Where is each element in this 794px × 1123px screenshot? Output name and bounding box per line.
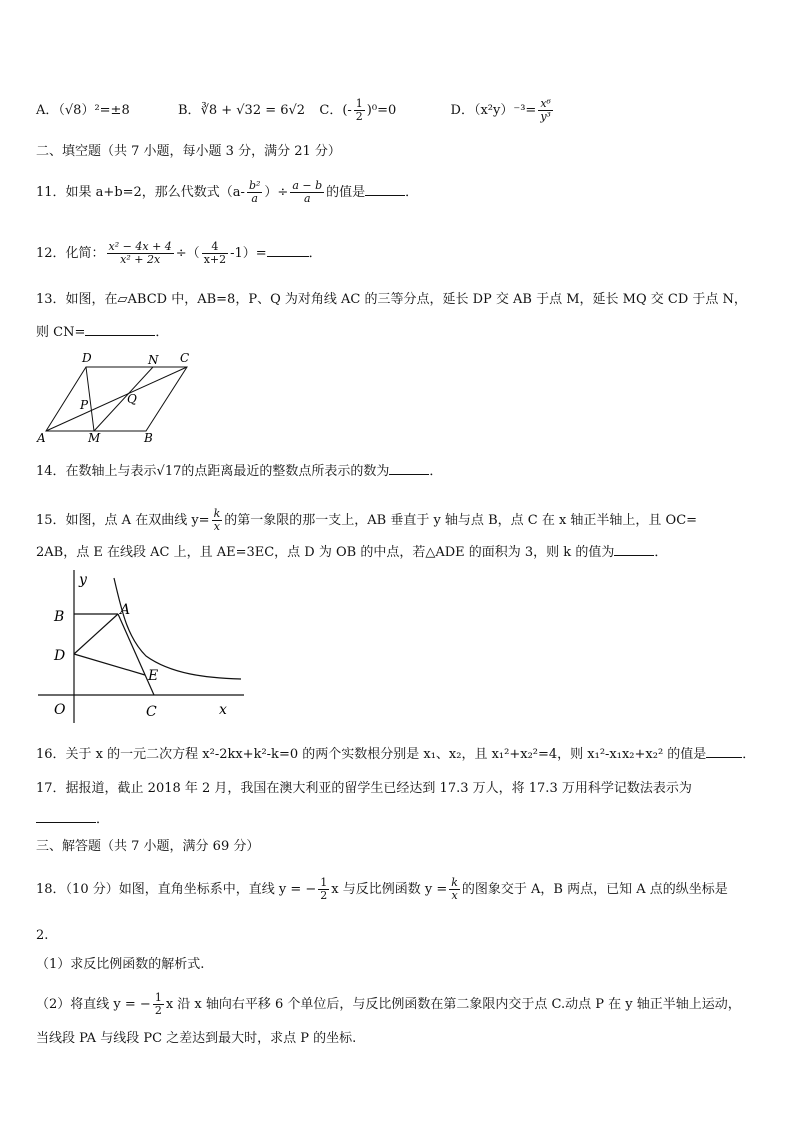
q16-text: 16．关于 x 的一元二次方程 x²-2kx+k²-k=0 的两个实数根分别是 x₁、x₂，且 x₁²+x₂²=4，则 x₁²-x₁x₂+x₂² 的值是 xyxy=(36,747,707,762)
label-q: Q xyxy=(127,392,137,406)
question-18-line-1 xyxy=(36,877,728,902)
q11-fraction-1: $\frac{\text{b²}}{a}$ xyxy=(248,179,261,205)
question-14: 14．在数轴上与表示√17的点距离最近的整数点所表示的数为 ． xyxy=(36,464,443,479)
q12-mid: ÷（ xyxy=(175,246,200,261)
q15-hyperbola-figure xyxy=(36,568,250,726)
option-c-prefix: C．(- xyxy=(319,103,352,118)
q18-part2-prefix: （2）将直线 y = − xyxy=(36,997,151,1012)
label-n: N xyxy=(148,353,159,367)
q13-answer-blank[interactable] xyxy=(85,323,155,336)
q14-text: 14．在数轴上与表示√17的点距离最近的整数点所表示的数为 xyxy=(36,464,390,479)
segment-de xyxy=(74,654,145,675)
q15-prefix: 15．如图，点 A 在双曲线 y= xyxy=(36,513,210,528)
q18-fraction-2: $\frac{k}{x}$ xyxy=(451,876,458,902)
q15-line2-text: 2AB，点 E 在线段 AC 上，且 AE=3EC，点 D 为 OB 的中点，若△ADE 的面积为 3，则 k 的值为 xyxy=(36,545,615,560)
q12-prefix: 12．化简： xyxy=(36,246,105,261)
q18-part2-mid: x 沿 x 轴向右平移 6 个单位后，与反比例函数在第二象限内交于点 C.动点 P 在 y 轴正半轴上运动， xyxy=(165,997,741,1012)
q18-part2-fraction: $\frac{1}{2}$ xyxy=(154,991,162,1017)
q12-fraction-1: $\frac{\text{x² − 4x + 4}}{\text{x² + 2x}}$ xyxy=(108,240,172,266)
q15-suffix: 的第一象限的那一支上，AB 垂直于 y 轴与点 B，点 C 在 x 轴正半轴上，且 OC= xyxy=(224,513,698,528)
q18-prefix: 18．（10 分）如图，直角坐标系中，直线 y = − xyxy=(36,882,317,897)
question-18-part-1: （1）求反比例函数的解析式. xyxy=(36,957,205,972)
q14-answer-blank[interactable] xyxy=(389,462,429,475)
section-2-heading: 二、填空题（共 7 小题，每小题 3 分，满分 21 分） xyxy=(36,144,341,159)
hyperbola-curve xyxy=(114,578,241,679)
q17-answer-blank[interactable] xyxy=(36,810,96,823)
label-d: D xyxy=(54,648,66,664)
label-e: E xyxy=(148,668,159,684)
q11-suffix: 的值是 xyxy=(326,185,366,200)
option-b-expr: ∛8 + √32 = 6√2 xyxy=(200,103,306,118)
question-15-line-2: 2AB，点 E 在线段 AC 上，且 AE=3EC，点 D 为 OB 的中点，若△ADE 的面积为 3，则 k 的值为 ． xyxy=(36,545,668,560)
q18-suffix: 的图象交于 A，B 两点，已知 A 点的纵坐标是 xyxy=(461,882,728,897)
option-c-fraction: $\frac{1}{2}$ xyxy=(355,97,363,123)
question-17-line-2: ． xyxy=(36,810,109,829)
segment-mn xyxy=(94,367,153,431)
diagonal-ac xyxy=(46,367,187,431)
q11-prefix: 11．如果 a+b=2，那么代数式（a- xyxy=(36,185,245,200)
option-a: A．（√8）²=±8 xyxy=(36,103,130,118)
label-d: D xyxy=(82,351,92,365)
label-b: B xyxy=(54,609,65,625)
q13-ask: 则 CN= xyxy=(36,325,86,340)
q12-answer-blank[interactable] xyxy=(267,244,309,257)
label-x: x xyxy=(219,702,227,718)
q11-answer-blank[interactable] xyxy=(365,183,405,196)
q12-fraction-2: $\frac{4}{x+2}$ xyxy=(203,240,227,266)
q18-mid: x 与反比例函数 y = xyxy=(331,882,448,897)
label-c: C xyxy=(146,704,157,720)
question-13-line-1: 13．如图，在▱ABCD 中，AB=8，P、Q 为对角线 AC 的三等分点，延长 DP 交 AB 于点 M，延长 MQ 交 CD 于点 N， xyxy=(36,292,747,307)
label-a: A xyxy=(120,602,131,618)
q10-options-row xyxy=(36,98,555,123)
option-d-fraction: $\frac{\text{x⁶}}{\text{y³}}$ xyxy=(540,97,551,123)
label-a: A xyxy=(37,431,46,444)
option-b-prefix: B． xyxy=(178,103,201,118)
question-18-part-2-line-2: 当线段 PA 与线段 PC 之差达到最大时，求点 P 的坐标. xyxy=(36,1031,357,1046)
question-12: 12．化简： $\frac{\text{x² − 4x + 4}}{\text{x² + 2x}}$ ÷（ $\frac{4}{x+2}$ -1）= ． xyxy=(36,240,322,266)
q11-fraction-2: $\frac{a - b}{a}$ xyxy=(292,179,323,205)
label-p: P xyxy=(80,398,89,412)
option-d-prefix: D．（x²y）⁻³= xyxy=(450,103,537,118)
q15-answer-blank[interactable] xyxy=(614,543,654,556)
q12-suffix: -1）= xyxy=(230,246,267,261)
label-m: M xyxy=(88,431,101,444)
q15-fraction: $\frac{k}{x}$ xyxy=(213,507,221,533)
question-11: 11．如果 a+b=2，那么代数式（a- $\frac{\text{b²}}{a}$ ）÷ $\frac{a - b}{a}$ 的值是 ． xyxy=(36,179,419,205)
question-18-line-2: 2. xyxy=(36,928,49,943)
label-b: B xyxy=(144,431,153,444)
question-17-line-1: 17．据报道，截止 2018 年 2 月，我国在澳大利亚的留学生已经达到 17.3 万人，将 17.3 万用科学记数法表示为 xyxy=(36,781,692,796)
option-c-suffix: )⁰=0 xyxy=(366,103,397,118)
label-c: C xyxy=(180,351,190,365)
label-o: O xyxy=(54,702,66,718)
question-16: 16．关于 x 的一元二次方程 x²-2kx+k²-k=0 的两个实数根分别是 x₁、x₂，且 x₁²+x₂²=4，则 x₁²-x₁x₂+x₂² 的值是 ． xyxy=(36,747,756,762)
q11-mid: ）÷ xyxy=(264,185,289,200)
label-y: y xyxy=(79,572,87,588)
q13-parallelogram-figure xyxy=(34,348,194,444)
segment-da xyxy=(74,614,118,654)
question-18-part-2 xyxy=(36,992,741,1017)
question-15-line-1 xyxy=(36,508,697,533)
question-13-line-2: 则 CN= ． xyxy=(36,325,169,340)
q18-fraction-1: $\frac{1}{2}$ xyxy=(320,876,328,902)
q16-answer-blank[interactable] xyxy=(706,745,742,758)
section-3-heading: 三、解答题（共 7 小题，满分 69 分） xyxy=(36,839,260,854)
